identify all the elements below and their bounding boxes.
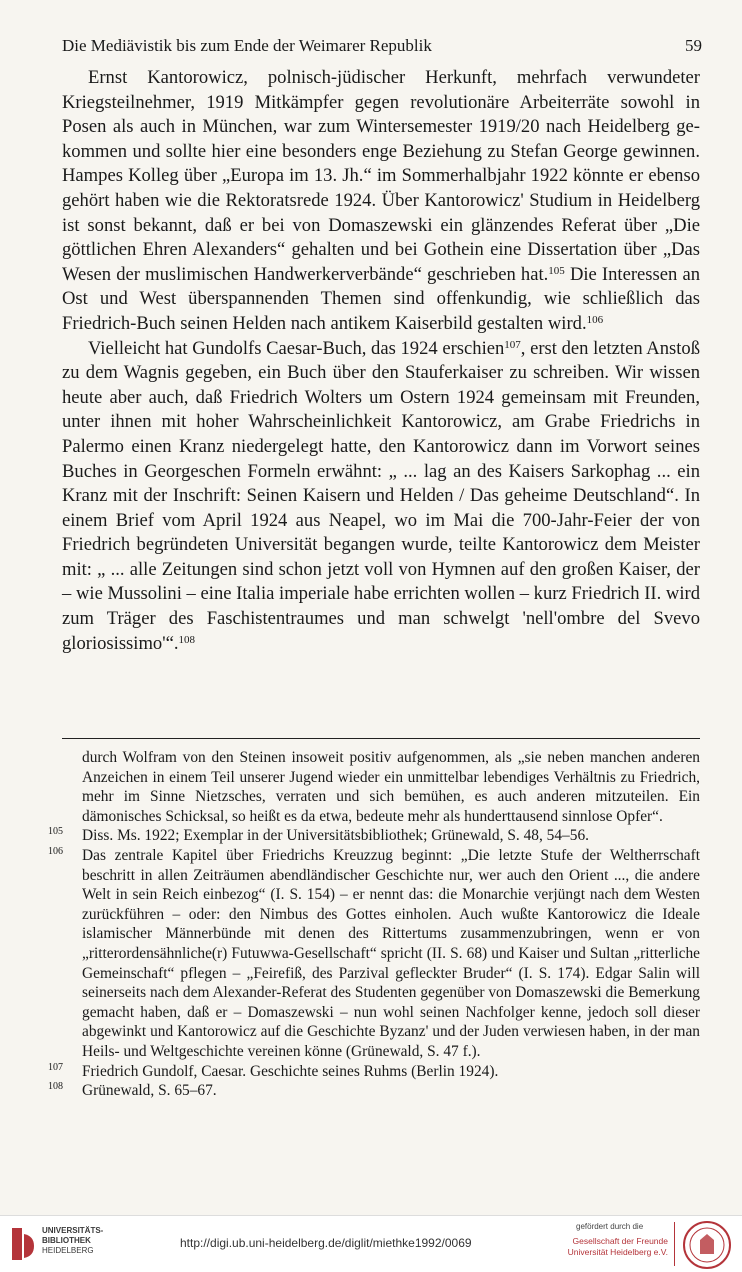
footnote-number: 108 [48, 1081, 63, 1093]
footnote-108: 108 Grünewald, S. 65–67. [62, 1081, 700, 1101]
paragraph-1-text-b: Die Interessen an Ost und West überspannenden Themen sind offenkundig, wie schließlich das Friedrich-Buch seinen Helden nach antikem Kaiserbild gestalten wird. [62, 263, 701, 334]
footnote-number: 106 [48, 845, 63, 857]
paragraph-1 [62, 66, 700, 337]
footnote-divider [62, 738, 700, 739]
footnote-106: 106 Das zentrale Kapitel über Friedrichs Kreuzzug beginnt: „Die letzte Stufe der Weltherrschaft beschritt in allen Zeiträumen abendländischer Geschichte nur, wer auch den Orient ..., die andere Welt in sein Reich einbezog“ (I. S. 154) – er nennt das: die Monarchie verjüngt nach dem Westen zurückführen – oder: den Nimbus des Gottes einholen. Auch wußte Kantorowicz die Ideale islamischer Männerbünde mit denen des Rittertums zusammenzubringen, wenn er von „ritterordensähnliche(r) Futuwwa-Gesellschaft“ spricht (II. S. 68) und Kaiser und Sultan „ritterliche Gemeinschaft“ pflegen – „Feirefiß, des Parzival gefleckter Bruder“ (I. S. 174). Edgar Salin will seinerseits nach dem Alexander-Referat des Studenten gegenüber von Domaszewski die Bemerkung gemacht haben, daß er – Domaszewski – nun wohl seinen Nachfolger kenne, jedoch soll dieser abgewinkt und Kantorowicz auf die Geschichte Byzanz' und der Juden verwiesen haben, in der man Heils- und Weltgeschichte vereinen könne (Grünewald, S. 47 f.). [62, 846, 700, 1062]
main-text [62, 66, 700, 656]
society-name: Gesellschaft der Freunde Universität Heidelberg e.V. [567, 1236, 668, 1257]
page-number: 59 [685, 36, 702, 55]
footnote-107: 107 Friedrich Gundolf, Caesar. Geschichte seines Ruhms (Berlin 1924). [62, 1062, 700, 1082]
library-logo-icon [8, 1224, 38, 1264]
running-head [62, 36, 702, 56]
library-name: UNIVERSITÄTS- BIBLIOTHEK HEIDELBERG [42, 1226, 104, 1255]
footnote-ref-105: 105 [548, 264, 565, 277]
paragraph-1-text-a: Ernst Kantorowicz, polnisch-jüdischer Herkunft, mehrfach verwundeter Kriegsteilnehmer, 1919 Mitkämpfer gegen revolutionäre Arbeiterräte sowohl in Posen als auch in München, war zum Wintersemester 1919/20 nach Heidelberg gekommen und sollte hier eine besonders enge Beziehung zu Stefan George gewinnen. Hampes Kolleg über „Europa im 13. Jh.“ im Sommerhalbjahr 1922 könnte er ebenso gehört haben wie die Rektoratsrede 1924. Über Kantorowicz' Studium in Heidelberg ist sonst bekannt, daß er bei von Domaszewski ein glänzendes Referat über „Die göttlichen Ehren Alexanders“ gehalten und bei Gothein eine Dissertation über „Das Wesen der muslimischen Handwerkerverbände“ geschrieben hat. [62, 67, 700, 285]
footnote-ref-108: 108 [178, 633, 195, 646]
paragraph-2 [62, 337, 700, 657]
footnote-number: 107 [48, 1061, 63, 1073]
support-label: gefördert durch die [576, 1222, 644, 1231]
footnote-ref-107: 107 [504, 338, 521, 351]
footnote-105: 105 Diss. Ms. 1922; Exemplar in der Universitätsbibliothek; Grünewald, S. 48, 54–56. [62, 826, 700, 846]
paragraph-2-text-b: , erst den letzten Anstoß zu dem Wagnis gegeben, ein Buch über den Stauferkaiser zu schreiben. Wir wissen heute aber auch, daß Friedrich Wolters um Ostern 1924 gemeinsam mit Freunden, unter ihnen mit hoher Wahrscheinlichkeit Kantorowicz, am Grabe Friedrichs in Palermo einen Kranz niedergelegt hatte, den Kantorowicz dann im Vorwort seines Buches in Georgeschen Formeln erwähnt: „ ... lag an des Kaisers Sarkophag ... ein Kranz mit der Inschrift: Seinen Kaisern und Helden / Das geheime Deutschland“. In einem Brief vom April 1924 aus Neapel, wo im Mai die 700-Jahr-Feier der von Friedrich begründeten Universität begangen wurde, teilte Kantorowicz dem Meister mit: „ ... alle Zeitungen sind schon jetzt voll von Hymnen auf den großen Kaiser, der – wie Mussolini – eine Italia imperiale habe errichten wollen – kurz Friedrich II. wird zum Träger des Faschistentraumes und man schwelgt 'nell'ombre del Svevo gloriosissimo'“. [62, 337, 700, 654]
footnote-continued: durch Wolfram von den Steinen insoweit positiv aufgenommen, als „sie neben manchen anderen Anzeichen in einem Teil unserer Jugend wieder ein unmittelbar lebendiges Verhältnis zu Friedrich, mehr im Sinne Nietzsches, verraten und sich bemühen, es auch anderen mitzuteilen. Ein dämonisches Schicksal, so heißt es da etwa, bedeute mehr als hunderttausend sinnlose Opfer“. [82, 749, 700, 825]
footer-divider [674, 1222, 675, 1266]
paragraph-2-text-a: Vielleicht hat Gundolfs Caesar-Buch, das 1924 erschien [88, 337, 505, 359]
footnote-ref-106: 106 [586, 313, 604, 326]
viewer-footer [0, 1215, 742, 1272]
university-seal-icon [682, 1220, 732, 1270]
permalink-url[interactable]: http://digi.ub.uni-heidelberg.de/diglit/miethke1992/0069 [180, 1236, 472, 1250]
footnotes [48, 748, 700, 1101]
running-head-title: Die Mediävistik bis zum Ende der Weimarer Republik [62, 36, 432, 55]
footnote-number: 105 [48, 826, 63, 838]
